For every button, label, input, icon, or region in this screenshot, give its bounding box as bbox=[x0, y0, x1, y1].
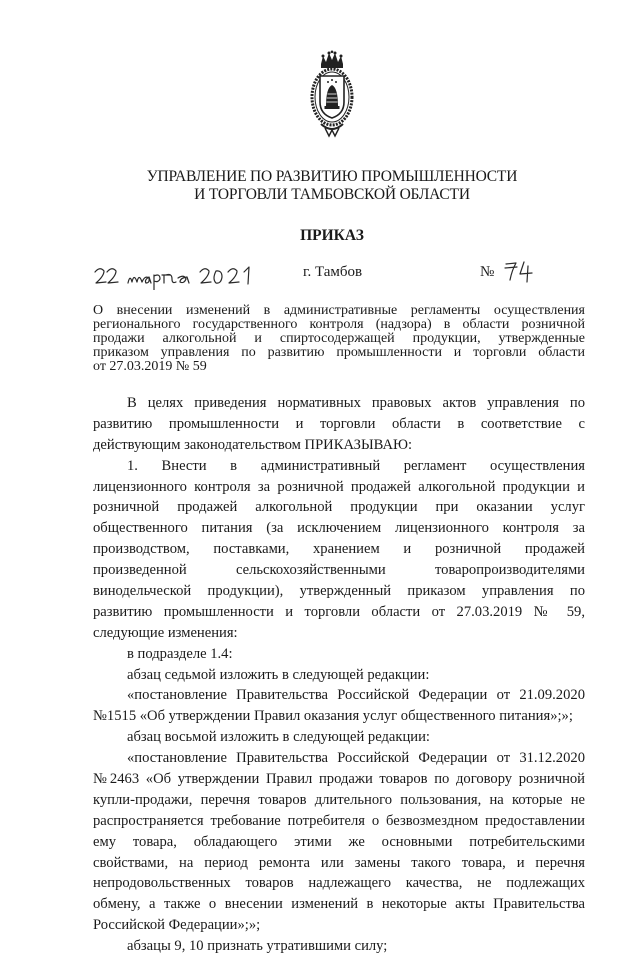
body-line: производством, поставками, хранением и розничной продажей bbox=[93, 541, 585, 558]
body-line: в подразделе 1.4: bbox=[127, 645, 233, 662]
document-body bbox=[93, 393, 585, 957]
body-line: 1. Внести в административный регламент осуществления bbox=[127, 457, 585, 474]
city-name: г. Тамбов bbox=[303, 264, 363, 280]
body-line: общественного питания (за исключением лицензионного контроля за bbox=[93, 520, 585, 537]
title-line: регионального государственного контроля (надзора) в области розничной bbox=[93, 317, 585, 332]
title-line: продажи алкогольной и спиртосодержащей продукции, утвержденные bbox=[93, 331, 585, 346]
document-type: ПРИКАЗ bbox=[300, 227, 364, 244]
body-line: абзац восьмой изложить в следующей редакции: bbox=[127, 729, 430, 746]
body-line: «постановление Правительства Российской Федерации от 21.09.2020 bbox=[127, 687, 585, 704]
body-line: действующим законодательством ПРИКАЗЫВАЮ: bbox=[93, 436, 413, 453]
body-line: винодельческой продукции), утвержденный приказом управления по bbox=[93, 583, 585, 600]
body-line: развитию промышленности и торговли области от 27.03.2019 № 59, bbox=[93, 603, 585, 620]
document-meta-row bbox=[0, 262, 640, 292]
body-line: «постановление Правительства Российской Федерации от 31.12.2020 bbox=[127, 750, 585, 767]
body-line: розничной продажей алкогольной продукции при оказании услуг bbox=[93, 499, 585, 516]
coat-of-arms-icon bbox=[307, 50, 357, 140]
number-sign: № bbox=[480, 264, 495, 280]
body-line: лицензионного контроля за розничной продажей алкогольной продукции и bbox=[93, 478, 585, 495]
handwritten-number bbox=[504, 258, 534, 284]
body-line: В целях приведения нормативных правовых актов управления по bbox=[127, 395, 585, 411]
body-line: Российской Федерации»;»; bbox=[93, 917, 261, 934]
title-line: приказом управления по развитию промышленности и торговли области bbox=[93, 345, 585, 360]
body-line: ему товара, обладающего этими же основными потребительскими bbox=[93, 833, 585, 850]
body-line: произведенной сельскохозяйственными товаропроизводителями bbox=[93, 562, 585, 579]
body-line: абзацы 9, 10 признать утратившими силу; bbox=[127, 938, 388, 955]
body-line: обмену, а также о внесении изменений в некоторые акты Правительства bbox=[93, 896, 585, 913]
org-name-line1: УПРАВЛЕНИЕ ПО РАЗВИТИЮ ПРОМЫШЛЕННОСТИ bbox=[146, 168, 518, 185]
body-line: развитию промышленности и торговли области в соответствие с bbox=[93, 415, 585, 432]
body-line: купли-продажи, перечня товаров длительного пользования, на которые не bbox=[93, 791, 585, 808]
body-line: №2463 «Об утверждении Правил продажи товаров по договору розничной bbox=[93, 771, 585, 788]
body-line: абзац седьмой изложить в следующей редакции: bbox=[127, 666, 430, 683]
body-line: свойствами, на период ремонта или замены такого товара, и перечня bbox=[93, 854, 585, 871]
org-name-line2: И ТОРГОВЛИ ТАМБОВСКОЙ ОБЛАСТИ bbox=[194, 186, 470, 203]
title-line: О внесении изменений в административные регламенты осуществления bbox=[93, 303, 585, 318]
title-line: от 27.03.2019 № 59 bbox=[93, 359, 207, 374]
handwritten-date bbox=[92, 262, 268, 290]
body-line: распространяется требование потребителя о безвозмездном предоставлении bbox=[93, 812, 585, 829]
body-line: №1515 «Об утверждении Правил оказания услуг общественного питания»;»; bbox=[93, 708, 573, 725]
body-line: следующие изменения: bbox=[93, 624, 238, 641]
body-line: непродовольственных товаров надлежащего качества, не подлежащих bbox=[93, 875, 585, 892]
document-title bbox=[93, 304, 585, 374]
